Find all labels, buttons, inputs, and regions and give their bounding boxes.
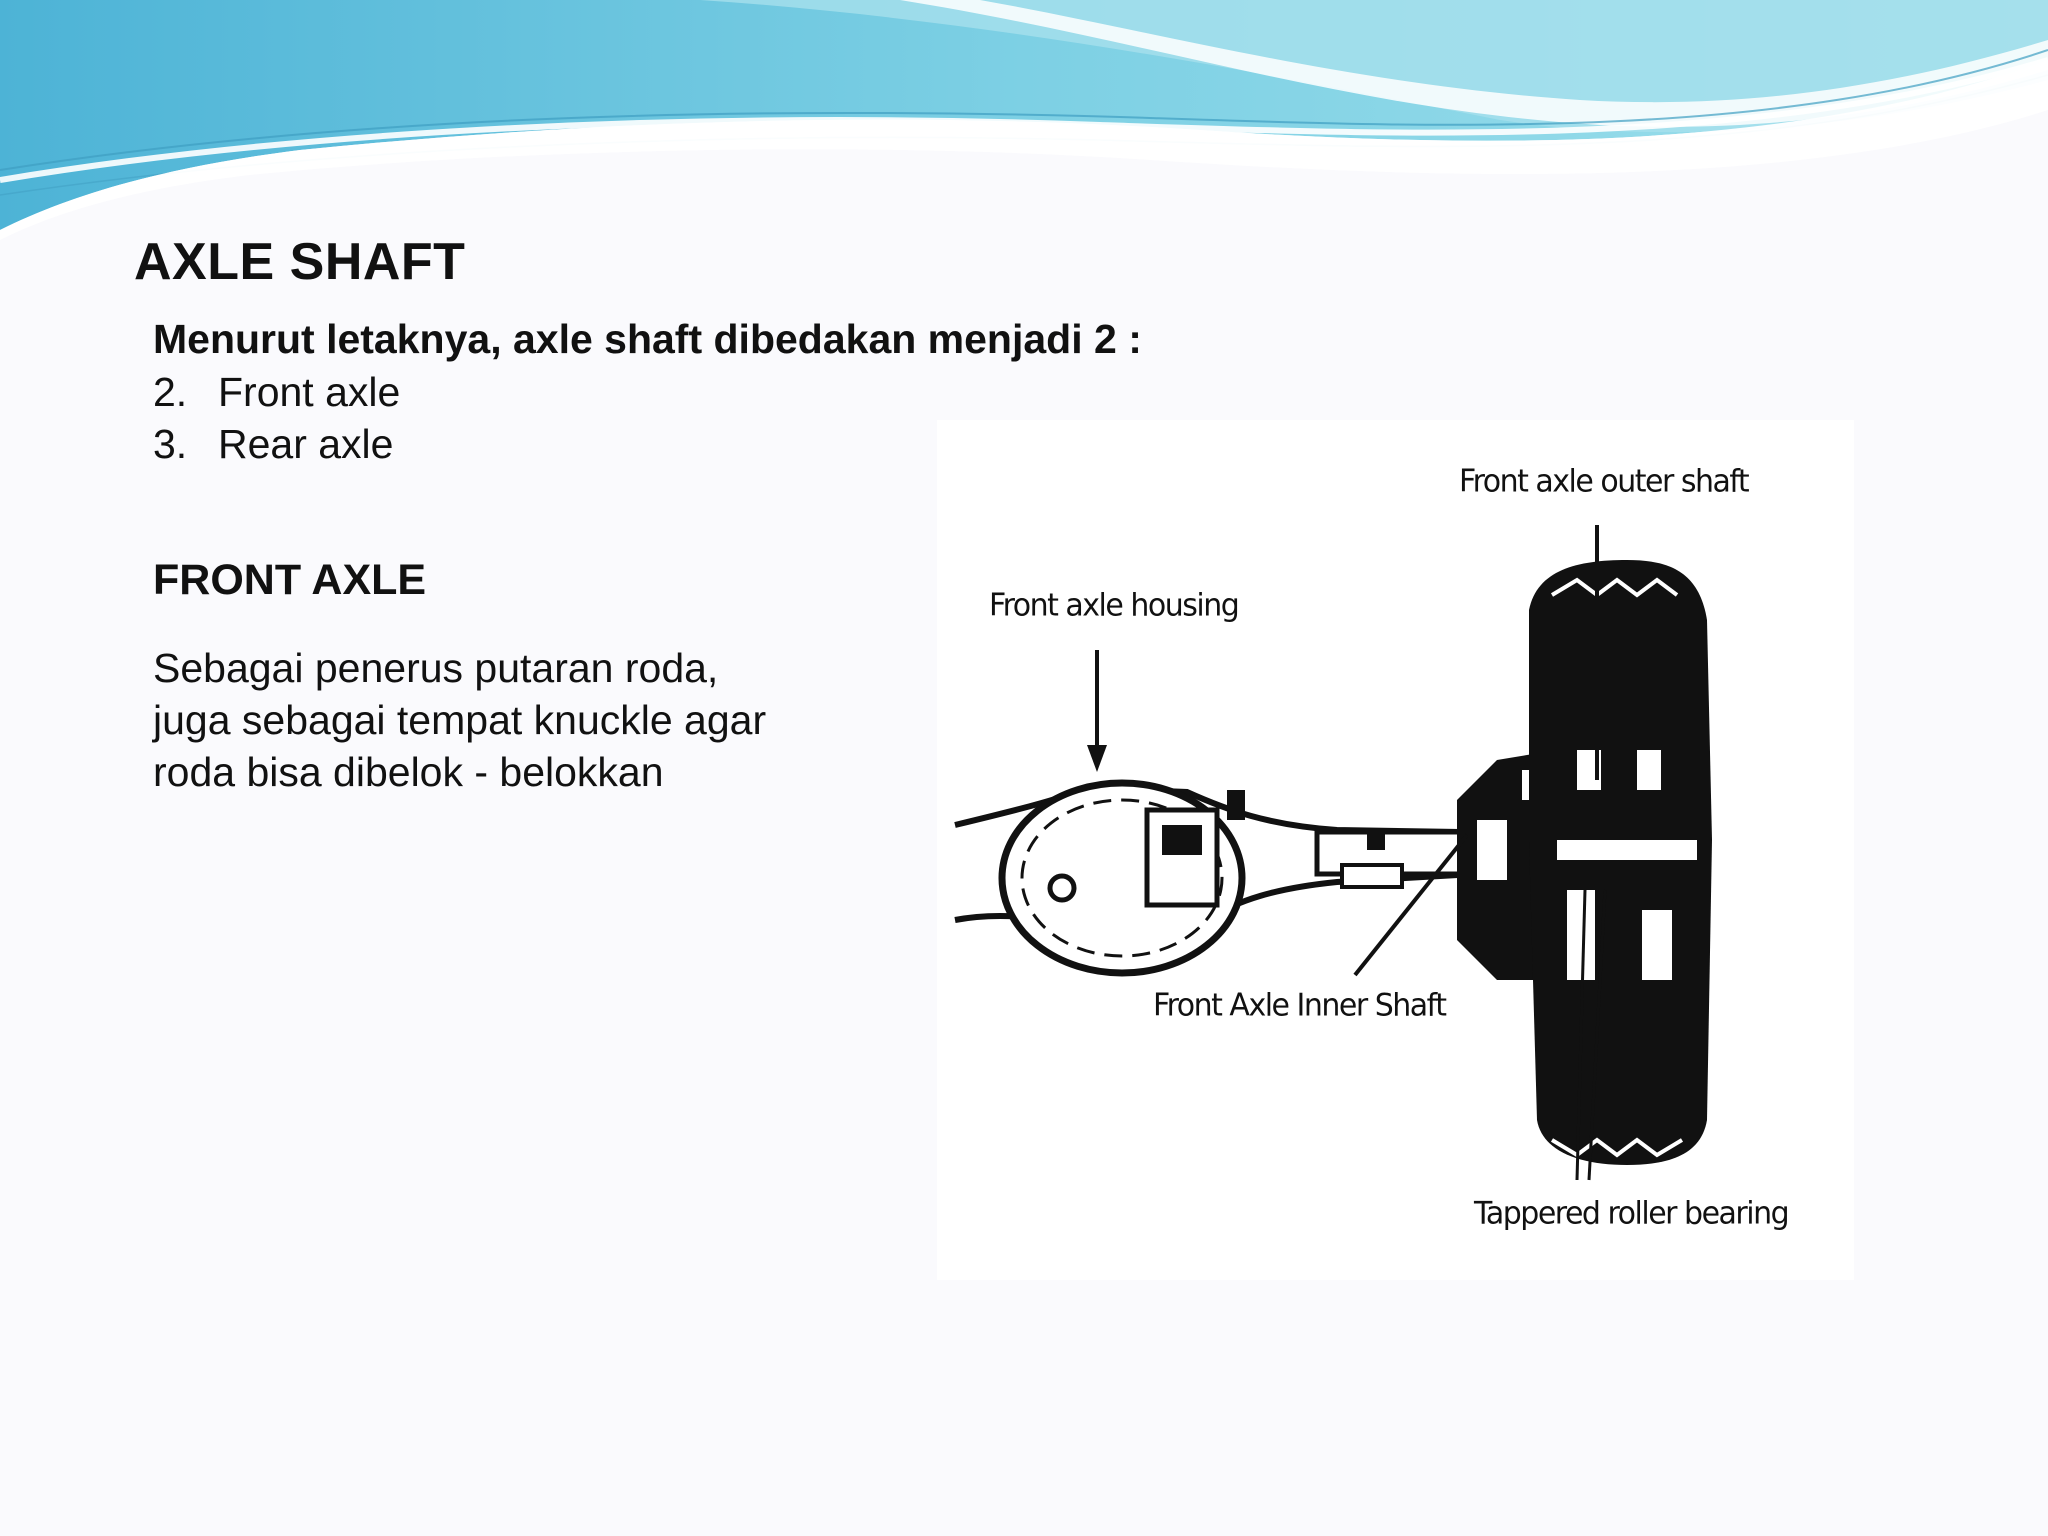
slide-title: AXLE SHAFT (134, 233, 466, 291)
list-item (153, 418, 400, 470)
list-item (153, 366, 400, 418)
front-axle-diagram (937, 420, 1854, 1280)
intro-text: Menurut letaknya, axle shaft dibedakan menjadi 2 : (153, 316, 1142, 362)
list-item-number: 3. (153, 421, 188, 467)
axle-type-list (153, 366, 400, 470)
label-outer-shaft: Front axle outer shaft (1459, 463, 1749, 500)
label-roller-bearing: Tappered roller bearing (1474, 1195, 1789, 1232)
description-text: Sebagai penerus putaran roda, juga sebagai tempat knuckle agar roda bisa dibelok - belokkan (153, 645, 767, 795)
front-axle-illustration (937, 420, 1854, 1280)
header-wave-decoration (0, 0, 2048, 240)
label-inner-shaft: Front Axle Inner Shaft (1153, 987, 1446, 1024)
list-item-number: 2. (153, 369, 188, 415)
list-item-label: Rear axle (218, 421, 394, 467)
label-axle-housing: Front axle housing (989, 587, 1239, 624)
list-item-label: Front axle (218, 369, 401, 415)
section-title: FRONT AXLE (153, 556, 427, 604)
